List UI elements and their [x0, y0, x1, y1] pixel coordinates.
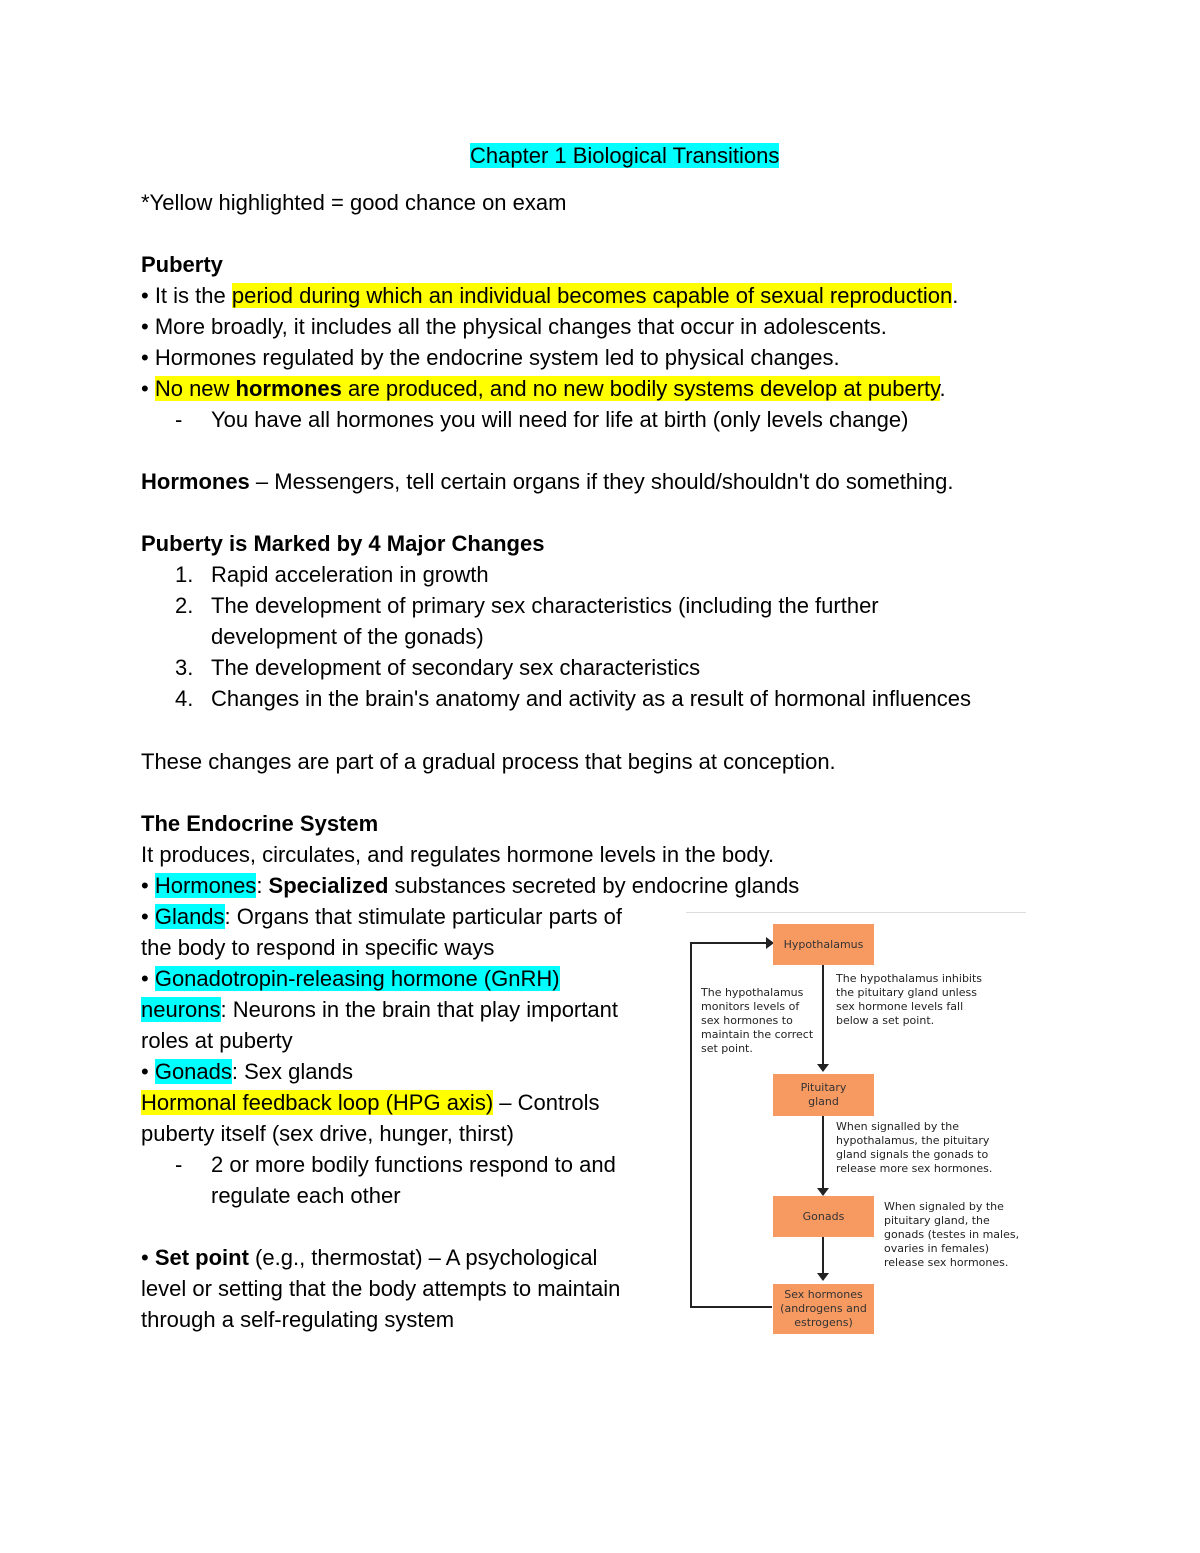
gonads-box: Gonads: [773, 1196, 874, 1237]
puberty-heading: Puberty: [141, 252, 223, 277]
pituitary-box: Pituitary gland: [773, 1074, 874, 1116]
set-point-cont: level or setting that the body attempts to maintain: [141, 1276, 621, 1301]
endocrine-intro: It produces, circulates, and regulates hormone levels in the body.: [141, 842, 775, 867]
connector-3: [822, 1237, 824, 1277]
hpg-sub-dash: -: [175, 1152, 183, 1177]
list-item: Rapid acceleration in growth: [211, 562, 489, 587]
set-point-bullet: • Set point (e.g., thermostat) – A psychological: [141, 1245, 598, 1270]
hormones-bullet: • Hormones: Specialized substances secreted by endocrine glands: [141, 873, 800, 898]
note-pituitary: When signalled by the hypothalamus, the pituitary gland signals the gonads to release more sex hormones.: [836, 1120, 993, 1175]
hpg-diagram: [686, 912, 1026, 1336]
connector-1: [822, 964, 824, 1068]
list-item: The development of secondary sex characteristics: [211, 655, 701, 680]
list-item-continuation: development of the gonads): [211, 624, 484, 649]
hpg-axis-cont: puberty itself (sex drive, hunger, thirst): [141, 1121, 514, 1146]
puberty-sub-point: You have all hormones you will need for life at birth (only levels change): [211, 407, 909, 432]
list-item-number: 4.: [175, 686, 194, 711]
arrow-down-icon: [817, 1188, 829, 1196]
puberty-bullet-2: • More broadly, it includes all the physical changes that occur in adolescents.: [141, 314, 887, 339]
gonads-bullet: • Gonads: Sex glands: [141, 1059, 353, 1084]
puberty-sub-dash: -: [175, 407, 183, 432]
note-gonads: When signaled by the pituitary gland, the gonads (testes in males, ovaries in females) release sex hormones.: [884, 1200, 1020, 1269]
list-item-number: 3.: [175, 655, 194, 680]
puberty-bullet-1: • It is the period during which an individual becomes capable of sexual reproduction.: [141, 283, 959, 308]
feedback-line-top: [690, 942, 770, 944]
glands-bullet-cont: the body to respond in specific ways: [141, 935, 495, 960]
puberty-bullet-4: • No new hormones are produced, and no new bodily systems develop at puberty.: [141, 376, 946, 401]
arrow-down-icon: [817, 1064, 829, 1072]
list-item: Changes in the brain's anatomy and activity as a result of hormonal influences: [211, 686, 971, 711]
arrow-down-icon: [817, 1273, 829, 1281]
puberty-bullet-3: • Hormones regulated by the endocrine system led to physical changes.: [141, 345, 840, 370]
glands-bullet: • Glands: Organs that stimulate particular parts of: [141, 904, 622, 929]
page-title: Chapter 1 Biological Transitions: [470, 143, 780, 168]
note-hypothalamus: The hypothalamus inhibits the pituitary gland unless sex hormone levels fall below a set point.: [836, 972, 983, 1027]
gnrh-bullet-cont: neurons: Neurons in the brain that play important: [141, 997, 618, 1022]
list-item: The development of primary sex characteristics (including the further: [211, 593, 879, 618]
left-note: The hypothalamus monitors levels of sex hormones to maintain the correct set point.: [701, 986, 814, 1055]
list-item-number: 2.: [175, 593, 194, 618]
hpg-sub-point: 2 or more bodily functions respond to and: [211, 1152, 616, 1177]
exam-note: *Yellow highlighted = good chance on exam: [141, 190, 567, 215]
feedback-line-left: [690, 942, 692, 1308]
set-point-cont-2: through a self-regulating system: [141, 1307, 455, 1332]
changes-heading: Puberty is Marked by 4 Major Changes: [141, 531, 545, 556]
connector-2: [822, 1116, 824, 1192]
changes-summary: These changes are part of a gradual process that begins at conception.: [141, 749, 836, 774]
hypothalamus-box: Hypothalamus: [773, 924, 874, 965]
hpg-sub-point-cont: regulate each other: [211, 1183, 401, 1208]
gnrh-bullet-cont-2: roles at puberty: [141, 1028, 293, 1053]
sex-hormones-box: Sex hormones (androgens and estrogens): [773, 1284, 874, 1334]
feedback-line-bottom: [690, 1306, 772, 1308]
hpg-axis: Hormonal feedback loop (HPG axis) – Controls: [141, 1090, 600, 1115]
hormones-definition: Hormones – Messengers, tell certain organs if they should/shouldn't do something.: [141, 469, 954, 494]
list-item-number: 1.: [175, 562, 194, 587]
endocrine-heading: The Endocrine System: [141, 811, 379, 836]
gnrh-bullet: • Gonadotropin-releasing hormone (GnRH): [141, 966, 560, 991]
